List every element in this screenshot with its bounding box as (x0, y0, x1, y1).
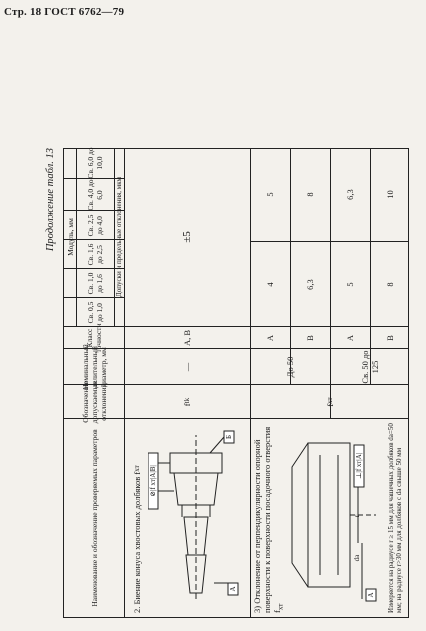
section3-title-symbol: f (272, 610, 283, 613)
section3-diameter-label: dа (353, 554, 361, 562)
section2-datum-b: Б (225, 434, 233, 440)
section2-diameter: — (182, 362, 192, 372)
section3-symbol-main: f (325, 403, 335, 407)
section3-class-3: А (345, 334, 355, 342)
section3-title-text: 3) Отклонение от перпендикулярности опорной поверхности к поверхности посадочного отверстия (252, 426, 273, 613)
section2-title-sub: хт (133, 465, 141, 472)
section3-value-3a: 5 (345, 282, 355, 287)
section3-diameter-1: До 50 (285, 356, 295, 378)
continuation-label: Продолжение табл. 13 (45, 148, 56, 252)
column-header-diameter: Номинальный делительный диаметр, мм (80, 344, 108, 390)
section2-value: ±5 (181, 231, 193, 243)
section3-value-1b: 5 (265, 192, 275, 197)
module-range-2: Св. 1,0 до 1,6 (86, 272, 104, 295)
section2-datum-a: А (229, 586, 237, 592)
section3-diameter-2: Св. 50 до 125 (360, 350, 380, 384)
section3-value-4a: 8 (385, 282, 395, 287)
section2-frame-label: ⊘|f хт|А|В| (149, 465, 157, 497)
cup-cutter-figure (288, 427, 380, 603)
page-header: Стр. 18 ГОСТ 6762—79 (4, 6, 125, 18)
section2-title-text: 2. Биение конуса хвостовых долбяков f (132, 471, 142, 613)
rotated-table-frame (45, 148, 409, 618)
section3-title (254, 423, 284, 613)
module-range-3: Св. 1,6 до 2,5 (86, 243, 104, 266)
section2-symbol (124, 385, 250, 419)
section3-symbol-sub: хт (326, 397, 334, 404)
section2-symbol-sub: tk (183, 397, 191, 404)
section3-note: Измеряется на радиусе r ≥ 15 мм для чашечных долбяков dа=50 мм; на радиусе r>30 мм для долбяков с dа свыше 50 мм (387, 423, 403, 613)
section3-value-1a: 4 (265, 282, 275, 287)
column-header-name: Наименование и обозначение проверяемых параметров (89, 429, 99, 607)
section2-symbol-main: f (182, 403, 192, 407)
section3-value-3b: 6,3 (345, 189, 355, 200)
section3-value-2b: 8 (305, 192, 315, 197)
module-range-6: Св. 6,0 до 10,0 (86, 147, 104, 179)
column-header-tolerance: Допуски и предельные отклонения, мкм (114, 176, 123, 298)
section3-title-sub: хт (276, 603, 285, 611)
shank-cutter-figure (148, 427, 244, 603)
module-range-4: Св. 2,5 до 4,0 (86, 214, 104, 237)
section3-radius-label: r (353, 514, 361, 518)
column-header-accuracy-class: Класс точности (85, 323, 103, 353)
section3-class-4: В (385, 335, 395, 341)
module-range-1: Св. 0,5 до 1,0 (86, 301, 104, 324)
section2-title (130, 423, 144, 613)
section3-frame-label: ⊥|f хт|А| (355, 452, 363, 480)
section3-symbol (250, 385, 410, 419)
tolerance-table (63, 148, 409, 618)
section3-class-2: В (305, 335, 315, 341)
section2-classes: А, В (182, 329, 192, 347)
module-range-5: Св. 4,0 до 6,0 (86, 179, 104, 211)
section3-value-4b: 10 (385, 190, 395, 199)
section3-class-1: А (265, 334, 275, 342)
column-header-module: Модуль, мм (65, 218, 75, 256)
section3-datum-a: А (367, 592, 375, 598)
column-header-symbol: Обозначение допускаемых отклонений (80, 380, 108, 424)
section3-value-2a: 6,3 (305, 279, 315, 290)
